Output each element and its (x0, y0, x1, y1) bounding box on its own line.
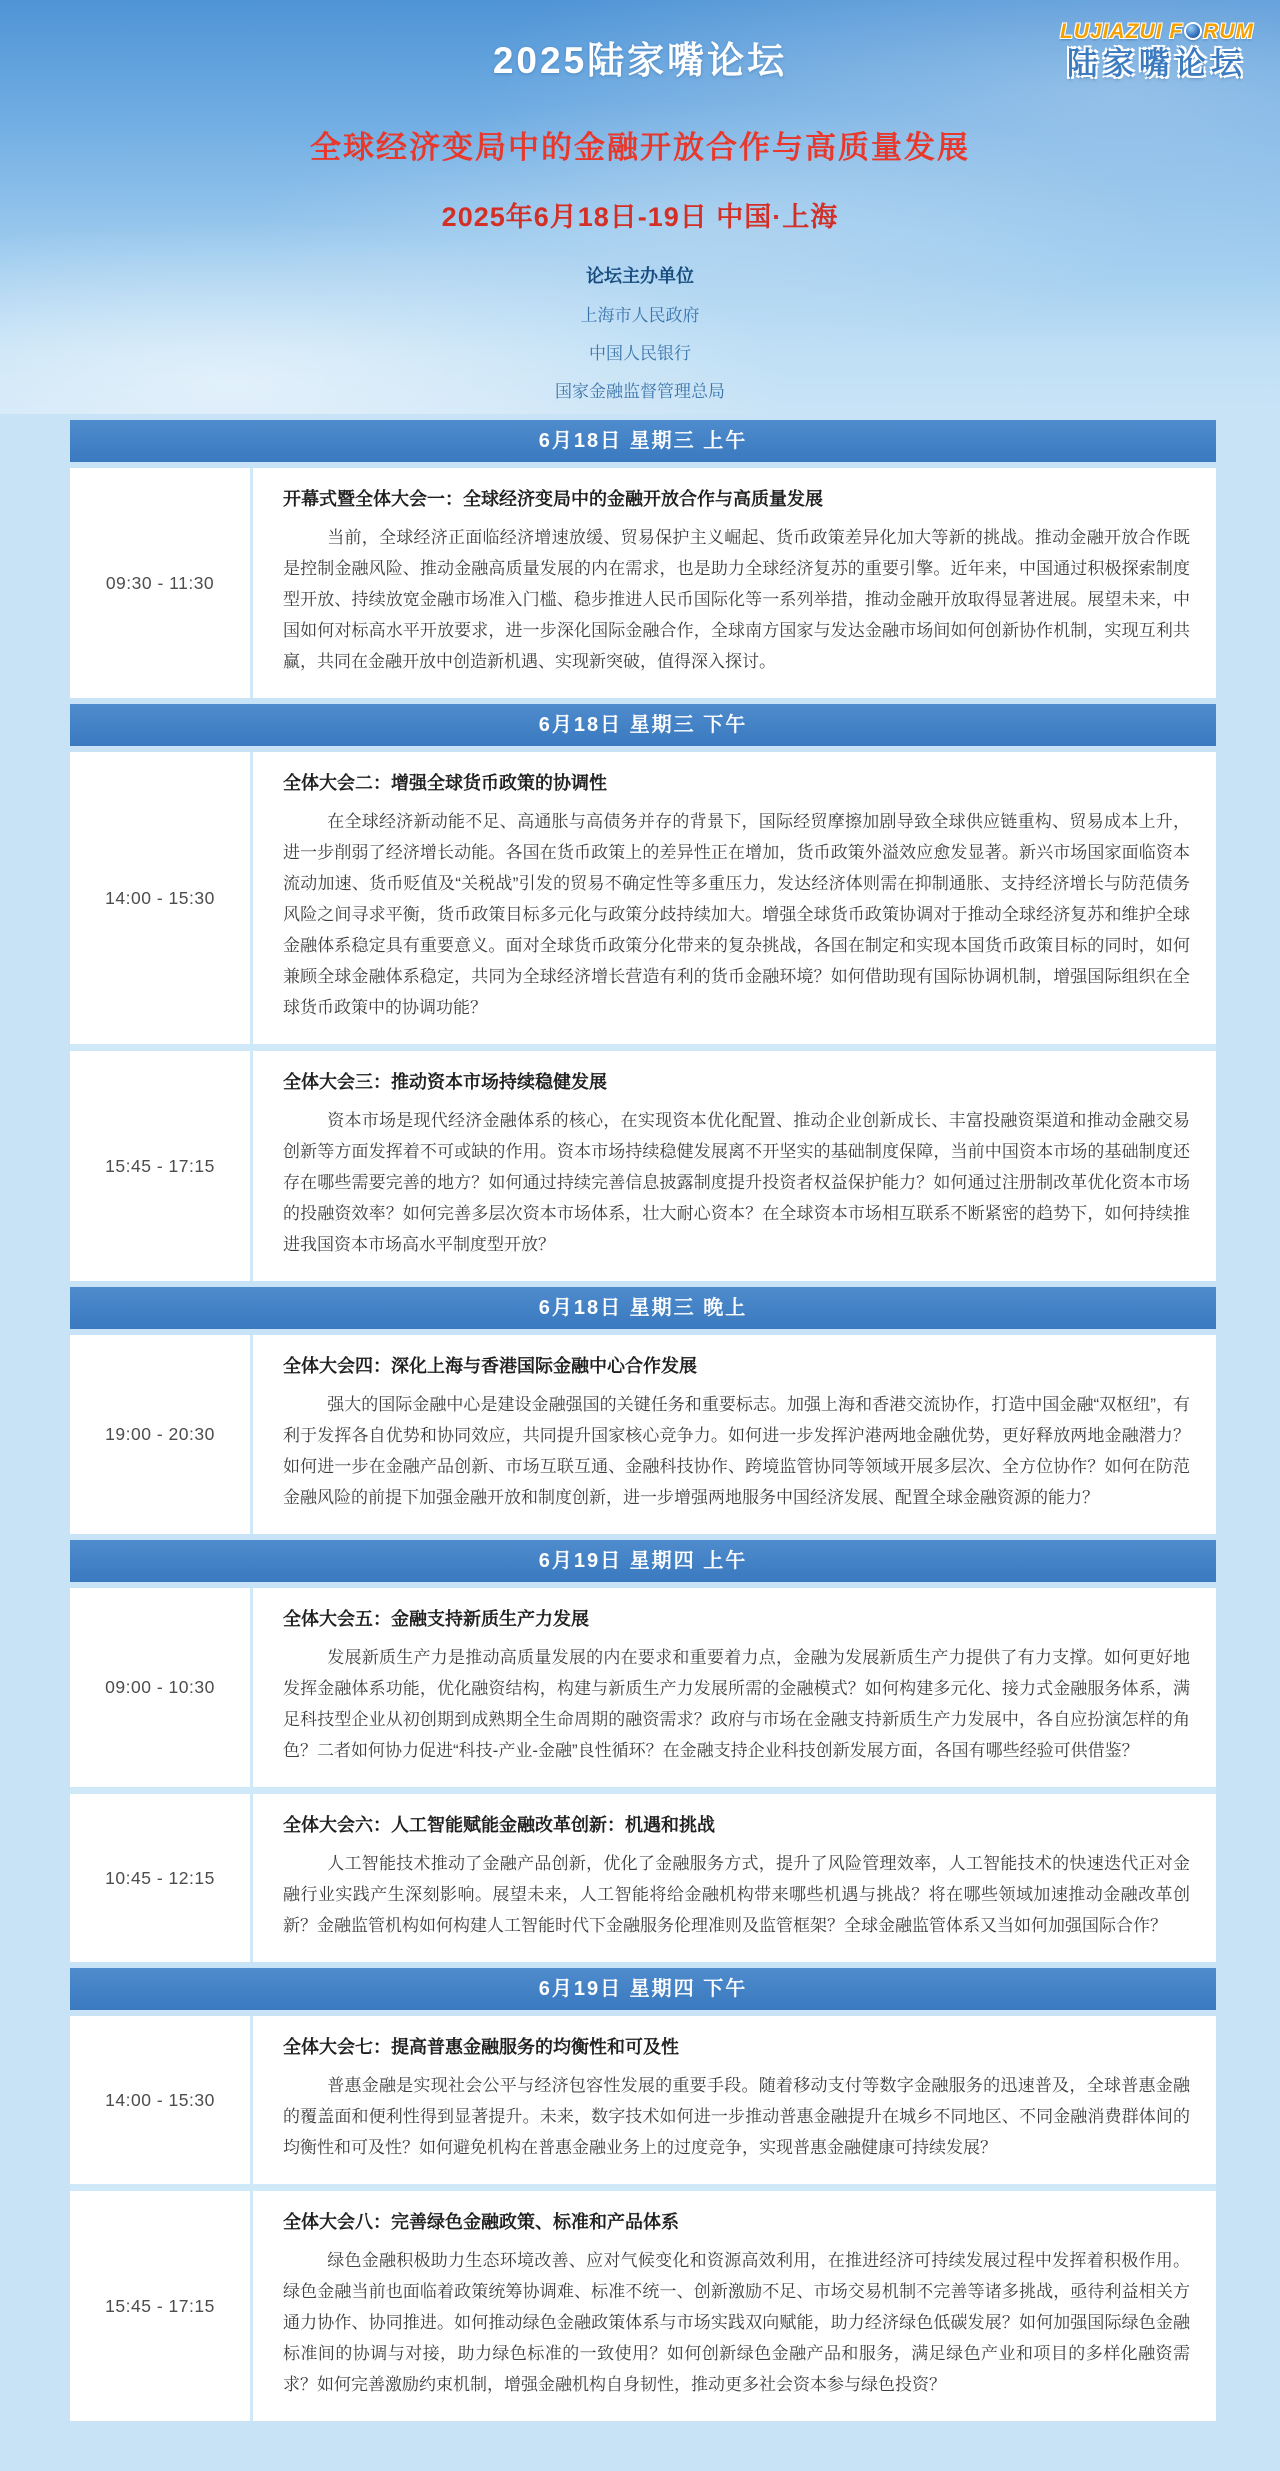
session-time: 09:30 - 11:30 (70, 468, 253, 698)
session-description: 绿色金融积极助力生态环境改善、应对气候变化和资源高效利用，在推进经济可持续发展过程中发挥着积极作用。绿色金融当前也面临着政策统筹协调难、标准不统一、创新激励不足、市场交易机制不完善等诸多挑战，亟待利益相关方通力协作、协同推进。如何推动绿色金融政策体系与市场实践双向赋能，助力经济绿色低碳发展？如何加强国际绿色金融标准间的协调与对接，助力绿色标准的一致使用？如何创新绿色金融产品和服务，满足绿色产业和项目的多样化融资需求？如何完善激励约束机制，增强金融机构自身韧性，推动更多社会资本参与绿色投资？ (283, 2251, 1190, 2394)
session-content (253, 752, 1216, 1044)
session-content (253, 1335, 1216, 1534)
organizer-item: 上海市人民政府 (580, 306, 700, 325)
session-content (253, 468, 1216, 698)
session-row (70, 1588, 1216, 1787)
day-section-header: 6月18日 星期三 上午 (70, 420, 1216, 462)
session-content (253, 1588, 1216, 1787)
day-section-header: 6月19日 星期四 下午 (70, 1968, 1216, 2010)
session-row (70, 752, 1216, 1044)
session-description: 发展新质生产力是推动高质量发展的内在要求和重要着力点，金融为发展新质生产力提供了有力支撑。如何更好地发挥金融体系功能，优化融资结构，构建与新质生产力发展所需的金融模式？如何构建多元化、接力式金融服务体系，满足科技型企业从初创期到成熟期全生命周期的融资需求？政府与市场在金融支持新质生产力发展中，各自应扮演怎样的角色？二者如何协力促进“科技-产业-金融”良性循环？在金融支持企业科技创新发展方面，各国有哪些经验可供借鉴？ (283, 1648, 1190, 1760)
session-title: 全体大会二：增强全球货币政策的协调性 (283, 773, 607, 793)
session-description: 普惠金融是实现社会公平与经济包容性发展的重要手段。随着移动支付等数字金融服务的迅速普及，全球普惠金融的覆盖面和便利性得到显著提升。未来，数字技术如何进一步推动普惠金融提升在城乡不同地区、不同金融消费群体间的均衡性和可及性？如何避免机构在普惠金融业务上的过度竞争，实现普惠金融健康可持续发展？ (283, 2076, 1190, 2157)
session-description: 人工智能技术推动了金融产品创新，优化了金融服务方式，提升了风险管理效率，人工智能技术的快速迭代正对金融行业实践产生深刻影响。展望未来，人工智能将给金融机构带来哪些机遇与挑战？将在哪些领域加速推动金融改革创新？金融监管机构如何构建人工智能时代下金融服务伦理准则及监管框架？全球金融监管体系又当如何加强国际合作？ (283, 1854, 1190, 1935)
session-title: 全体大会六：人工智能赋能金融改革创新：机遇和挑战 (283, 1815, 715, 1835)
session-time: 14:00 - 15:30 (70, 2016, 253, 2184)
organizer-item: 国家金融监督管理总局 (555, 382, 725, 401)
session-row (70, 2016, 1216, 2184)
session-block (70, 468, 1216, 698)
session-content (253, 2016, 1216, 2184)
session-description: 当前，全球经济正面临经济增速放缓、贸易保护主义崛起、货币政策差异化加大等新的挑战。推动金融开放合作既是控制金融风险、推动金融高质量发展的内在需求，也是助力全球经济复苏的重要引擎。近年来，中国通过积极探索制度型开放、持续放宽金融市场准入门槛、稳步推进人民币国际化等一系列举措，推动金融开放取得显著进展。展望未来，中国如何对标高水平开放要求，进一步深化国际金融合作，全球南方国家与发达金融市场间如何创新协作机制，实现互利共赢，共同在金融开放中创造新机遇、实现新突破，值得深入探讨。 (283, 528, 1190, 671)
session-block (70, 1335, 1216, 1534)
session-description: 在全球经济新动能不足、高通胀与高债务并存的背景下，国际经贸摩擦加剧导致全球供应链重构、贸易成本上升，进一步削弱了经济增长动能。各国在货币政策上的差异性正在增加，货币政策外溢效应愈发显著。新兴市场国家面临资本流动加速、货币贬值及“关税战”引发的贸易不确定性等多重压力，发达经济体则需在抑制通胀、支持经济增长与防范债务风险之间寻求平衡，货币政策目标多元化与政策分歧持续加大。增强全球货币政策协调对于推动全球经济复苏和维护全球金融体系稳定具有重要意义。面对全球货币政策分化带来的复杂挑战，各国在制定和实现本国货币政策目标的同时，如何兼顾全球金融体系稳定，共同为全球经济增长营造有利的货币金融环境？如何借助现有国际协调机制，增强国际组织在全球货币政策中的协调功能？ (283, 812, 1190, 1017)
logo-english-text (1060, 20, 1254, 43)
session-title: 全体大会三：推动资本市场持续稳健发展 (283, 1072, 607, 1092)
session-time: 19:00 - 20:30 (70, 1335, 253, 1534)
globe-icon (1184, 22, 1202, 40)
session-time: 10:45 - 12:15 (70, 1794, 253, 1962)
session-divider (70, 1787, 1216, 1794)
session-title: 开幕式暨全体大会一：全球经济变局中的金融开放合作与高质量发展 (283, 489, 823, 509)
page-title: 2025陆家嘴论坛 (492, 40, 788, 81)
session-block (70, 752, 1216, 1281)
session-row (70, 1794, 1216, 1962)
session-block (70, 1588, 1216, 1962)
session-content (253, 1794, 1216, 1962)
session-row (70, 1051, 1216, 1281)
session-divider (70, 2184, 1216, 2191)
date-location: 2025年6月18日-19日 中国·上海 (441, 202, 839, 232)
session-title: 全体大会八：完善绿色金融政策、标准和产品体系 (283, 2212, 679, 2232)
day-section-header: 6月18日 星期三 下午 (70, 704, 1216, 746)
logo-english-pre: LUJIAZUI F (1060, 20, 1184, 43)
session-time: 15:45 - 17:15 (70, 1051, 253, 1281)
session-time: 09:00 - 10:30 (70, 1588, 253, 1787)
logo-chinese-text: 陆家嘴论坛 (1067, 46, 1247, 82)
logo-english-post: RUM (1203, 20, 1254, 43)
session-description: 强大的国际金融中心是建设金融强国的关键任务和重要标志。加强上海和香港交流协作，打造中国金融“双枢纽”，有利于发挥各自优势和协同效应，共同提升国家核心竞争力。如何进一步发挥沪港两地金融优势，更好释放两地金融潜力？如何进一步在金融产品创新、市场互联互通、金融科技协作、跨境监管协同等领域开展多层次、全方位协作？如何在防范金融风险的前提下加强金融开放和制度创新，进一步增强两地服务中国经济发展、配置全球金融资源的能力？ (283, 1395, 1190, 1507)
agenda-schedule (70, 420, 1216, 2471)
organizer-heading: 论坛主办单位 (586, 266, 694, 286)
day-section-header: 6月18日 星期三 晚上 (70, 1287, 1216, 1329)
session-block (70, 2016, 1216, 2421)
forum-theme-subtitle: 全球经济变局中的金融开放合作与高质量发展 (310, 130, 970, 165)
session-row (70, 2191, 1216, 2421)
session-row (70, 1335, 1216, 1534)
session-content (253, 2191, 1216, 2421)
session-time: 15:45 - 17:15 (70, 2191, 253, 2421)
organizer-item: 中国人民银行 (589, 344, 691, 363)
page-header (0, 0, 1280, 414)
day-section-header: 6月19日 星期四 上午 (70, 1540, 1216, 1582)
session-divider (70, 1044, 1216, 1051)
session-time: 14:00 - 15:30 (70, 752, 253, 1044)
session-description: 资本市场是现代经济金融体系的核心，在实现资本优化配置、推动企业创新成长、丰富投融资渠道和推动金融交易创新等方面发挥着不可或缺的作用。资本市场持续稳健发展离不开坚实的基础制度保障，当前中国资本市场的基础制度还存在哪些需要完善的地方？如何通过持续完善信息披露制度提升投资者权益保护能力？如何通过注册制改革优化资本市场的投融资效率？如何完善多层次资本市场体系，壮大耐心资本？在全球资本市场相互联系不断紧密的趋势下，如何持续推进我国资本市场高水平制度型开放？ (283, 1111, 1190, 1254)
session-title: 全体大会五：金融支持新质生产力发展 (283, 1609, 589, 1629)
session-row (70, 468, 1216, 698)
forum-logo (1060, 20, 1254, 81)
session-content (253, 1051, 1216, 1281)
session-title: 全体大会四：深化上海与香港国际金融中心合作发展 (283, 1356, 697, 1376)
session-title: 全体大会七：提高普惠金融服务的均衡性和可及性 (283, 2037, 679, 2057)
